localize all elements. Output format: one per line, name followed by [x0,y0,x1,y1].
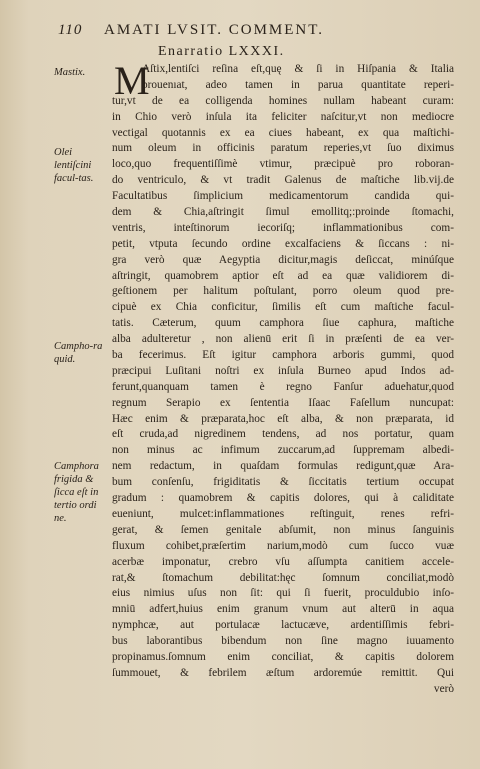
text-line: gradum : quamobrem & capitis dolores, qui à caliditate [112,492,454,505]
text-line: geſtionem per halitum poſtulant, porro oleum quod pre- [112,285,454,298]
text-line: cipuè ex Chia conficitur, ſimilis eſt cum maſtiche facul- [112,301,454,314]
text-line: nymphcæ, aut portulacæ lactucæve, ardentiſſimis febri- [112,619,454,632]
text-line: non minus ac infimum zuccarum,ad ſuppremam albedi- [112,444,454,457]
text-line: alba adulteretur , non alienū erit ſi in præſenti de ea ver- [112,333,454,346]
text-line: vectigal quotannis ex ea ciues habeant, ex qua maſtichi- [112,126,454,139]
text-line: eſt cruda,ad nigredinem tendens, ad nos portatur, quam [112,428,454,441]
text-line: regnum Serapio ex ſententia Iſaac Faſellum nuncupat: [112,396,454,409]
text-line: præcipui Luſitani noſtri ex inſula Burneo apud Indos ad- [112,364,454,377]
text-line: eueniunt, mulcet:inflammationes reſtinguit, renes refri- [112,507,454,520]
text-line: propinamus.ſomnum enim conciliat, & capitis dolorem [112,650,454,663]
text-line: dem & Chia,aſtringit ſimul emollitq;:proinde ſtomachi, [112,206,454,219]
text-line: ventris, inteſtinorum iecoriſq; inflammationibus com- [112,221,454,234]
folio-number: 110 [58,22,83,38]
margin-note-frigida: Camphora frigida & ſicca eſt in tertio ordi ne. [54,461,99,524]
text-line: gra verò quæ Aegyptia dicitur,magis deſiccat, minúſque [112,253,454,266]
text-line: prouenıat, adeo tamen in parua quantitate reperi- [142,78,454,91]
text-line: bus laborantibus bibendum non ſine magno iuuamento [112,635,454,648]
text-line: Aſtix,lentiſci reſina eſt,quę & ſi in Hiſpania & Italia [142,63,454,75]
drop-initial: M [114,58,150,103]
text-line: num oleum in officinis paratum reperies,vt ſuo diximus [112,142,454,155]
text-line: tatis. Cæterum, quum camphora ſiue caphura, maſtiche [112,317,454,330]
margin-note-olei: Olei lentiſcini facul-tas. [54,147,94,184]
running-title: AMATI LVSIT. COMMENT. [104,22,325,38]
text-line: tur,vt de ea colligenda homines nullam habeant curam: [112,94,454,107]
text-line: rat,& ſtomachum debilitat:hęc ſomnum conciliat,modò [112,571,454,584]
text-line: loco,quo frequentiſſimè vtimur, præcipuè pro roboran- [112,158,454,171]
text-line: do ventriculo, & vt tradit Galenus de maſtiche lib.vij.de [112,174,454,187]
text-line: gerat, & ſemen genitale abſumit, non minus ſanguinis [112,523,454,536]
text-line: bum conſenſu, frigiditatis & ſiccitatis tertium occupat [112,476,454,489]
text-line: ſummouet, & febrilem æſtum ardoremúe remittit. Qui [112,666,454,679]
text-line: aſtringit, quamobrem aptior eſt ad ea quæ validiorem di- [112,269,454,282]
margin-note-mastix: Mastix. [54,67,86,78]
text-line: verò [433,682,454,695]
margin-note-camphora: Campho-ra quid. [54,341,103,365]
text-line: in Chio verò inſula ita feliciter naſcitur,vt non mediocre [112,110,454,123]
text-line: nem redactum, in quaſdam formulas redigunt,quæ Ara- [112,460,454,473]
text-line: fluxum cohibet,præſertim narium,modò cum ſucco vuæ [112,539,454,552]
text-line: ba fecerimus. Eſt igitur camphora arboris gummi, quod [112,349,454,362]
text-line: ferunt,quanquam tamen è regno Fanſur aduehatur,quod [112,380,454,393]
body-text [112,58,454,698]
text-line: acerbæ imponatur, crebro vſu aſſumpta canitiem accele- [112,555,454,568]
text-line: Hæc enim & præparata,hoc eſt alba, & non præparata, id [112,412,454,425]
section-heading: Enarratio LXXXI. [158,44,285,59]
text-line: petit, vtputa ſecundo ordine excalfaciens & ſiccans : ni- [112,237,454,250]
text-line: eius nimius uſus non ſit: qui ſi fuerit, proculdubio inſo- [112,587,454,600]
text-line: mniū adfert,huius enim granum vnum aut alterū in aqua [112,603,454,616]
page-header [58,22,458,44]
text-line: Facultatibus ſimplicium medicamentorum candida qui- [112,190,454,203]
